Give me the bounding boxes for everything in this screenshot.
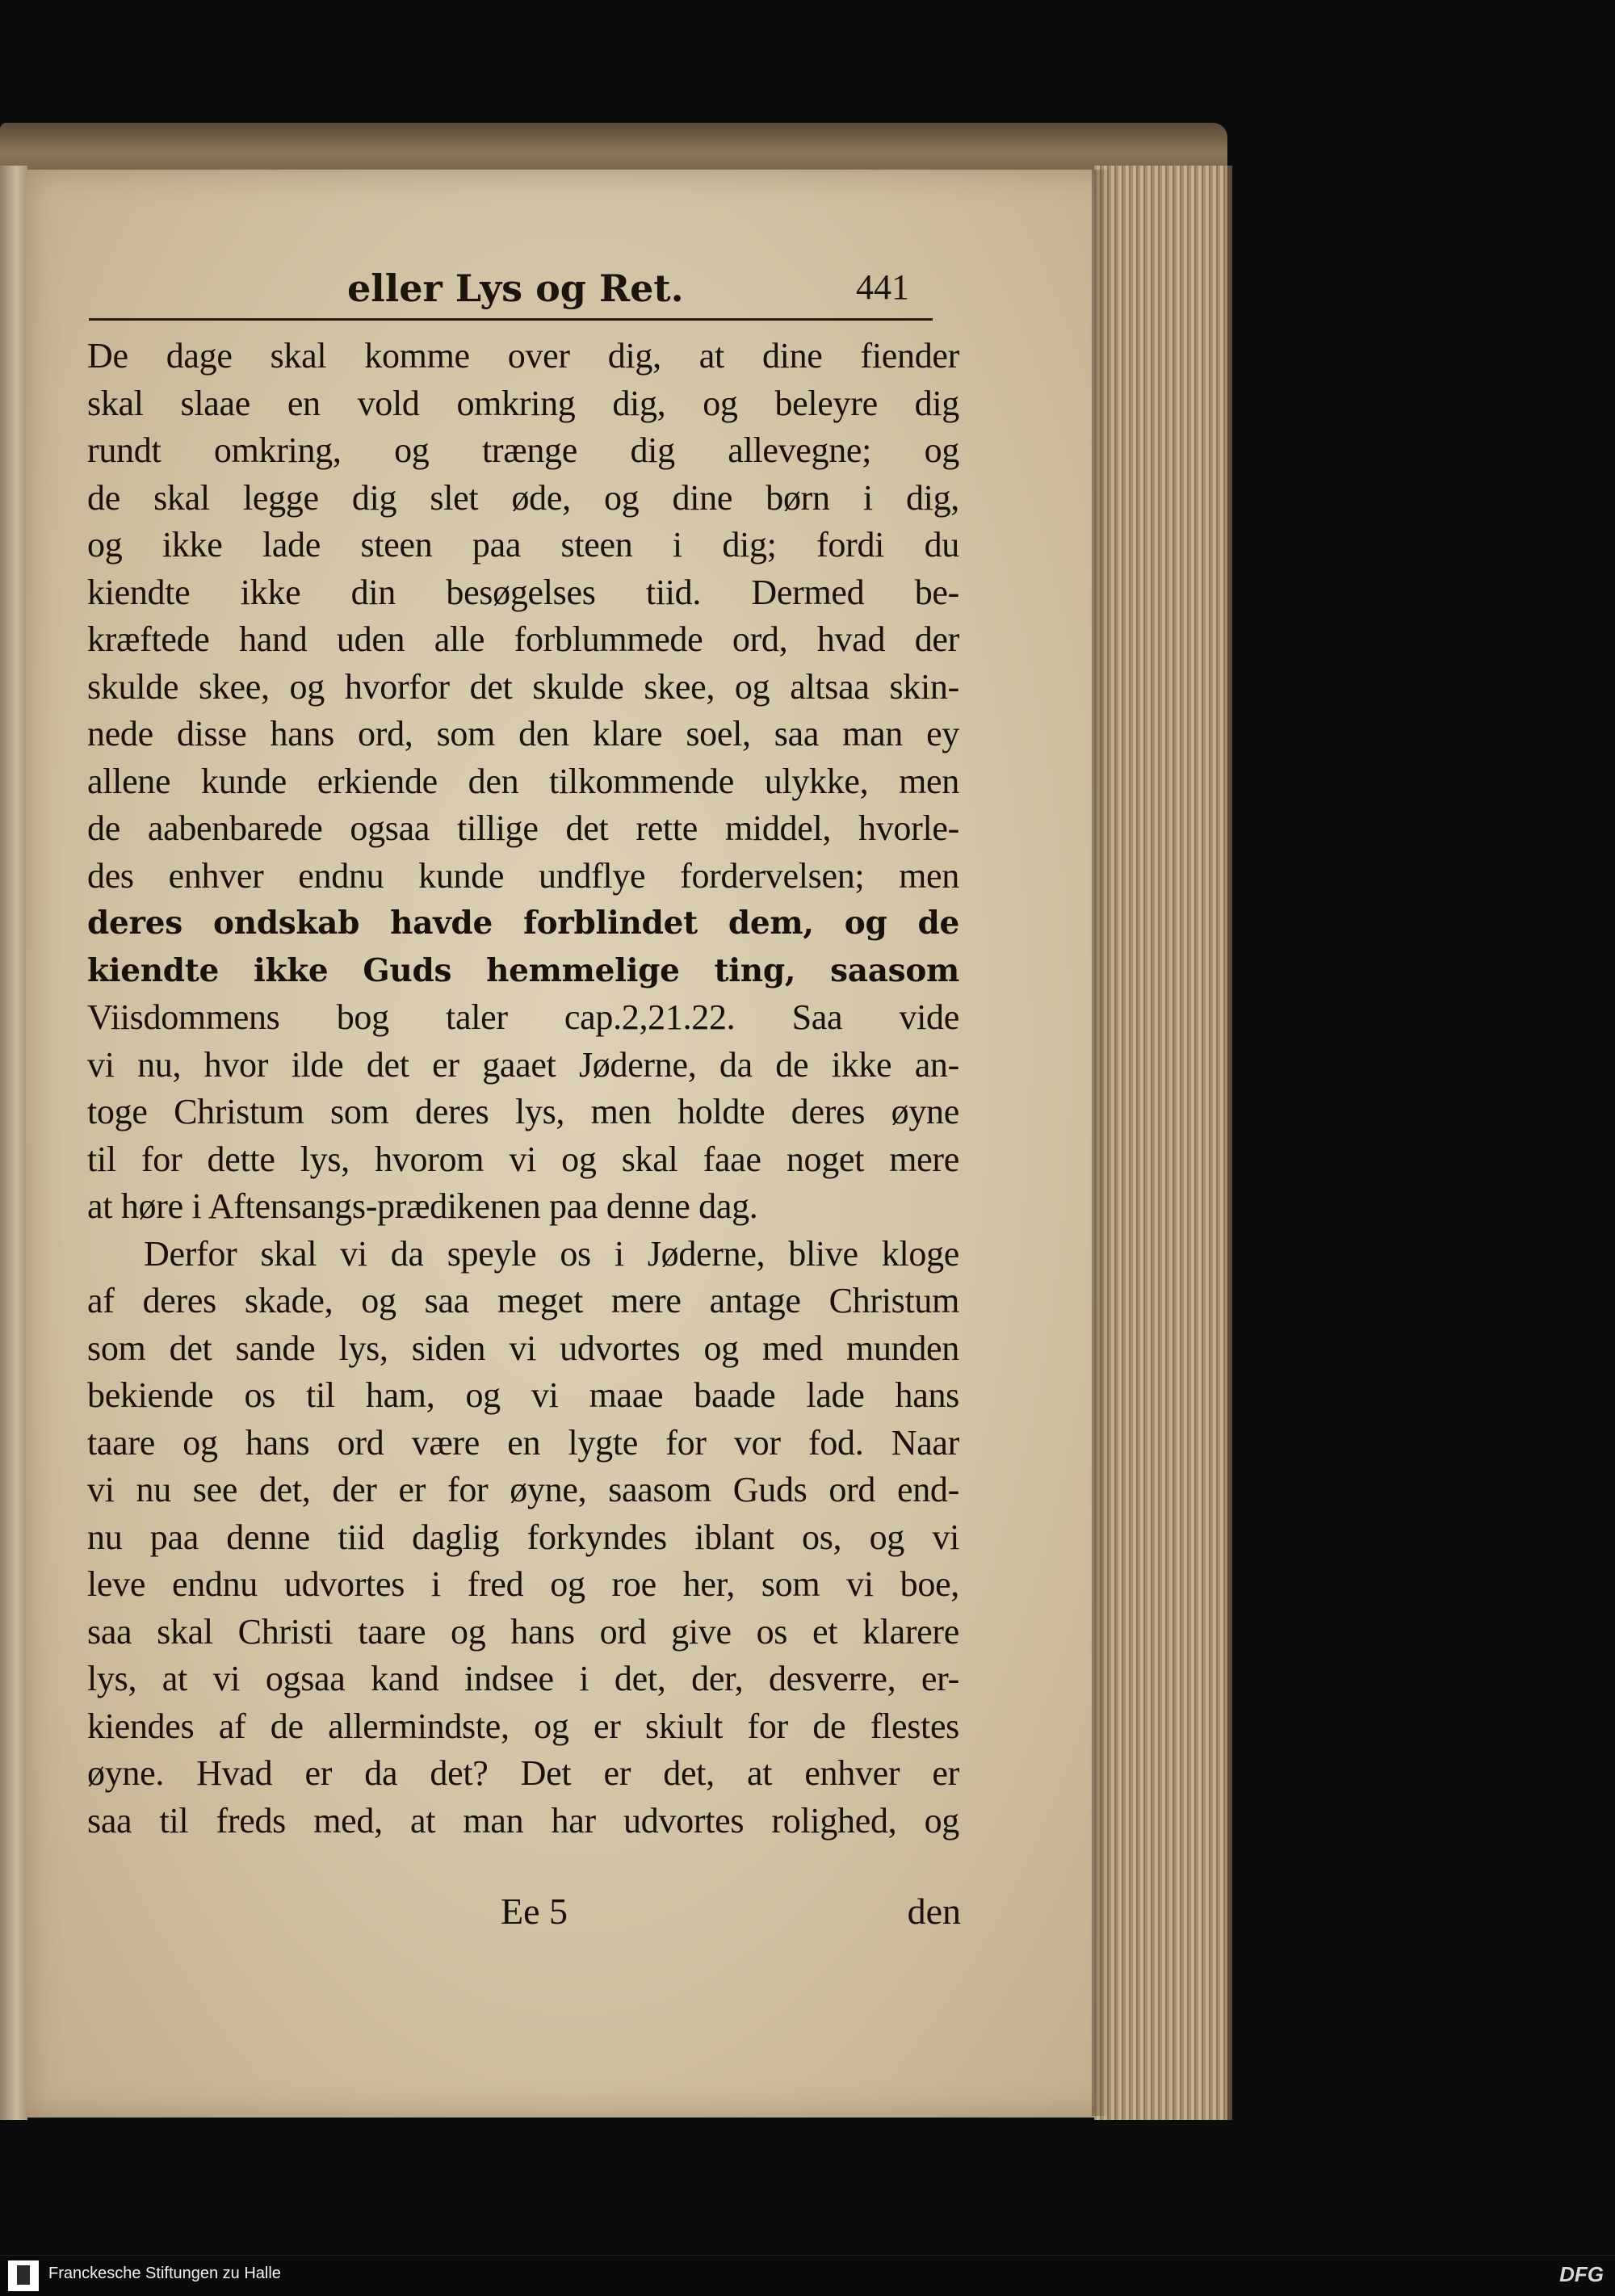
text-line: kiendte ikke din besøgelses tiid. Dermed be- — [87, 572, 959, 612]
page-footer — [89, 1890, 961, 1938]
text-line-paragraph-start: Derfor skal vi da speyle os i Jøderne, blive kloge — [144, 1233, 959, 1274]
text-line: saa skal Christi taare og hans ord give os et klarere — [87, 1611, 959, 1652]
text-line-bold: deres ondskab havde forblindet dem, og de — [87, 905, 959, 942]
logo-mark — [17, 2265, 30, 2285]
page-gutter-shadow — [1092, 170, 1110, 2116]
text-line: rundt omkring, og trænge dig allevegne; og — [87, 430, 959, 470]
text-line: de aabenbarede ogsaa tillige det rette middel, hvorle- — [87, 808, 959, 848]
header-rule — [89, 318, 933, 321]
catchword: den — [907, 1891, 961, 1932]
text-line: des enhver endnu kunde undflye fordervelsen; men — [87, 855, 959, 896]
text-line: De dage skal komme over dig, at dine fiender — [87, 336, 959, 376]
text-line: skal slaae en vold omkring dig, og beleyre dig — [87, 383, 959, 423]
text-line: til for dette lys, hvorom vi og skal faae noget mere — [87, 1139, 959, 1179]
dfg-logo: DFG — [1559, 2262, 1604, 2286]
text-line: vi nu, hvor ilde det er gaaet Jøderne, da de ikke an- — [87, 1044, 959, 1085]
text-line: toge Christum som deres lys, men holdte deres øyne — [87, 1092, 959, 1131]
body-text — [87, 333, 959, 1845]
text-line: bekiende os til ham, og vi maae baade lade hans — [87, 1375, 959, 1415]
text-line: nede disse hans ord, som den klare soel, saa man ey — [87, 714, 959, 753]
text-line: allene kunde erkiende den tilkommende ulykke, men — [87, 761, 959, 801]
text-line-paragraph-end: at høre i Aftensangs-prædikenen paa denne dag. — [87, 1186, 758, 1226]
text-line: af deres skade, og saa meget mere antage Christum — [87, 1281, 959, 1320]
text-line: vi nu see det, der er for øyne, saasom Guds ord end- — [87, 1470, 959, 1509]
text-line: lys, at vi ogsaa kand indsee i det, der, desverre, er- — [87, 1659, 959, 1698]
text-line: Viisdommens bog taler cap.2,21.22. Saa vide — [87, 997, 959, 1037]
text-line: nu paa denne tiid daglig forkyndes iblant os, og vi — [87, 1517, 959, 1557]
institution-credit: Franckesche Stiftungen zu Halle — [48, 2265, 281, 2282]
text-line: øyne. Hvad er da det? Det er det, at enhver er — [87, 1753, 959, 1793]
institution-logo-icon — [8, 2260, 39, 2291]
page-fore-edge — [1094, 166, 1232, 2120]
text-line: taare og hans ord være en lygte for vor fod. Naar — [87, 1422, 959, 1463]
page-number: 441 — [856, 267, 909, 307]
text-line: kiendes af de allermindste, og er skiult for de flestes — [87, 1706, 959, 1746]
viewer-footer-bar — [0, 2255, 1615, 2296]
text-line: og ikke lade steen paa steen i dig; fordi du — [87, 525, 959, 565]
text-line: de skal legge dig slet øde, og dine børn i dig, — [87, 477, 959, 518]
text-line: saa til freds med, at man har udvortes rolighed, og — [87, 1800, 959, 1841]
text-line: som det sande lys, siden vi udvortes og med munden — [87, 1328, 959, 1368]
page-header — [89, 267, 945, 323]
text-line: kræftede hand uden alle forblummede ord, hvad der — [87, 619, 959, 659]
text-line-bold: kiendte ikke Guds hemmelige ting, saasom — [87, 951, 959, 989]
signature-mark: Ee 5 — [501, 1891, 568, 1932]
running-title: eller Lys og Ret. — [347, 267, 684, 310]
text-line: leve endnu udvortes i fred og roe her, som vi boe, — [87, 1564, 959, 1604]
previous-page-edge — [0, 166, 27, 2120]
text-line: skulde skee, og hvorfor det skulde skee, og altsaa skin- — [87, 666, 959, 707]
